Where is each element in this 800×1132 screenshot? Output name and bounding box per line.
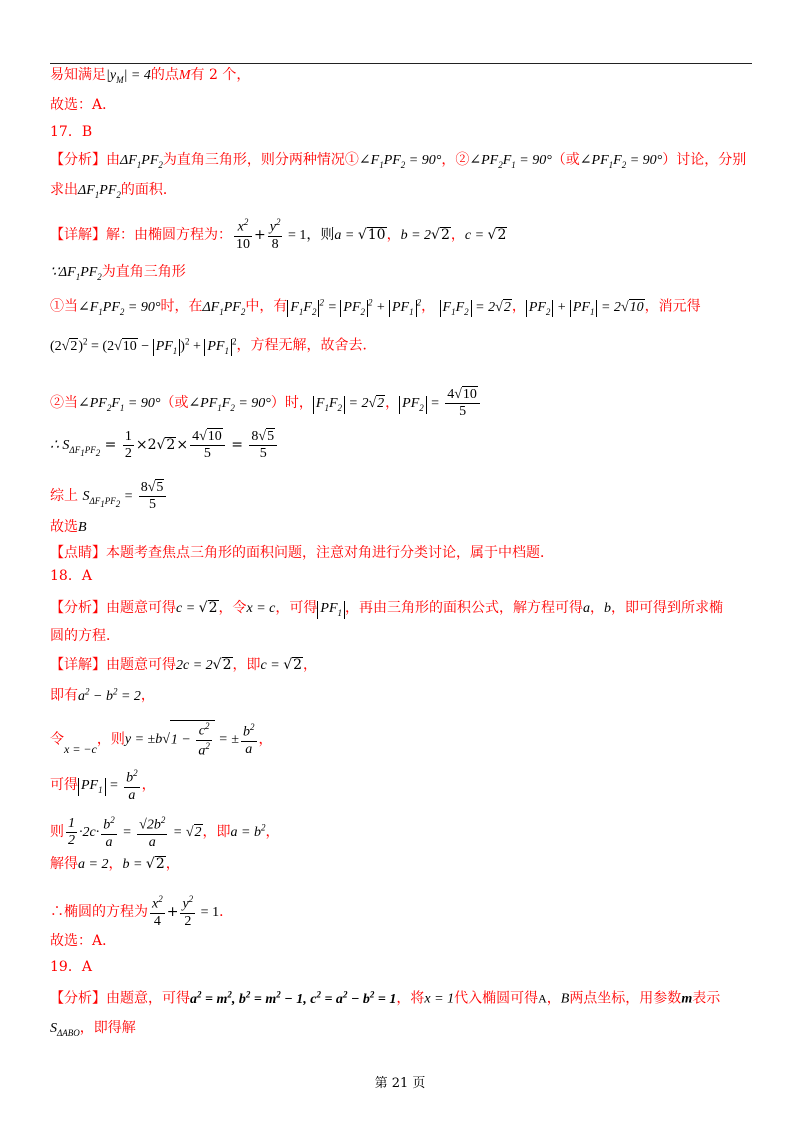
comment-17: 【点睛】本题考查焦点三角形的面积问题，注意对角进行分类讨论，属于中档题． — [50, 545, 554, 561]
detail-18-line-6: 解得a = 2，b = √2， — [50, 856, 180, 872]
analysis-18-line-1: 【分析】由题意可得c = √2，令x = c，可得 $PF_1$ ，再由三角形的面积公式，解方程可得a，b，即可得到所求椭 — [50, 600, 723, 618]
detail-17-right-triangle: $\because\Delta F_1PF_2$为直角三角形 — [50, 264, 186, 282]
answer-17-choice: 故选B — [50, 519, 87, 535]
detail-17-ellipse: 【详解】解：由椭圆方程为： $\frac{x^2}{10}$ + $\frac{y^2}{8}$ = 1，则a = √10，b = 2√2，c = √2 — [50, 217, 507, 252]
analysis-17-line-1: 【分析】由$\Delta F_1PF_2$为直角三角形，则分两种情况$①\angle F_1PF_2 = 90^\circ$，$②\angle PF_2F_1 = 90^\circ$（或$\angle PF_1F_2 = 90^\circ$）讨论，分别 — [50, 152, 747, 170]
analysis-17-line-2: 求出$\Delta F_1PF_2$的面积． — [50, 182, 177, 200]
analysis-18-line-2: 圆的方程． — [50, 628, 120, 644]
question-19-answer: 19．A — [50, 959, 92, 975]
detail-17-conclusion: 综上 $S_{\Delta F_1PF_2}$ = $\frac{8√5}{5}$ — [50, 479, 168, 513]
detail-18-line-4: 可得 $PF_1$ = $\frac{b^2}{a}$ ， — [50, 768, 156, 803]
detail-17-area-calc: ∴ $S_{\Delta F_1PF_2}$ = $\frac{1}{2}$ ×2√2× $\frac{4√10}{5}$ = $\frac{8√5}{5}$ — [50, 428, 279, 462]
detail-18-line-7: ∴椭圆的方程为 $\frac{x^2}{4}$ + $\frac{y^2}{2}$ = 1． — [50, 894, 234, 929]
detail-17-case-2: ②当$\angle PF_2F_1 = 90^\circ$（或$\angle PF_1F_2 = 90^\circ$）时， $F_1F_2 = 2√2$， $PF_2$ = $\frac{4√10}{5}$ — [50, 386, 482, 420]
detail-18-line-3: 令x = −c，则y = ±b√1 − $\frac{c^2}{a^2}$ = ± $\frac{b^2}{a}$ ， — [50, 721, 273, 759]
detail-18-line-5: 则 $\frac{1}{2}$ ·2c· $\frac{b^2}{a}$ = $\frac{√2b^2}{a}$ = √2，即$a = b^2$， — [50, 815, 280, 850]
detail-18-line-1: 【详解】由题意可得2c = 2√2，即c = √2， — [50, 657, 318, 673]
analysis-19-line-1: 【分析】由题意，可得$a^2 = m^2$, $b^2 = m^2 - 1$, $c^2 = a^2 - b^2 = 1$，将x = 1代入椭圆可得A，B两点坐标，用参数m表示 — [50, 989, 721, 1007]
detail-17-case-1: ①当$\angle F_1PF_2 = 90^\circ$时，在$\Delta F_1PF_2$中，有 $F_1F_2^2 = PF_2^2 + PF_1^2$， $F_1F_2 = 2√2$， $PF_2 + PF_1 = 2√10$，消元得 — [50, 297, 701, 317]
detail-18-line-2: 即有$a^2 - b^2 = 2$， — [50, 686, 155, 704]
question-17-answer: 17．B — [50, 124, 93, 140]
header-rule — [50, 63, 752, 64]
math-ym: $|y_M| = 4$ — [106, 68, 151, 85]
text-line-1: 易知满足$|y_M| = 4$的点M有 2 个， — [50, 67, 251, 85]
detail-17-elimination: $(2√2)^2 = (2√10 - PF_1$ )$^2 + PF_1^2$，方程无解，故舍去． — [50, 336, 377, 356]
question-18-answer: 18．A — [50, 568, 92, 584]
text-line-2: 故选：A． — [50, 97, 117, 113]
page-number: 第 21 页 — [374, 1076, 426, 1091]
analysis-19-line-2: $S_{\Delta ABO}$，即得解 — [50, 1020, 136, 1038]
answer-18-choice: 故选：A． — [50, 933, 117, 949]
